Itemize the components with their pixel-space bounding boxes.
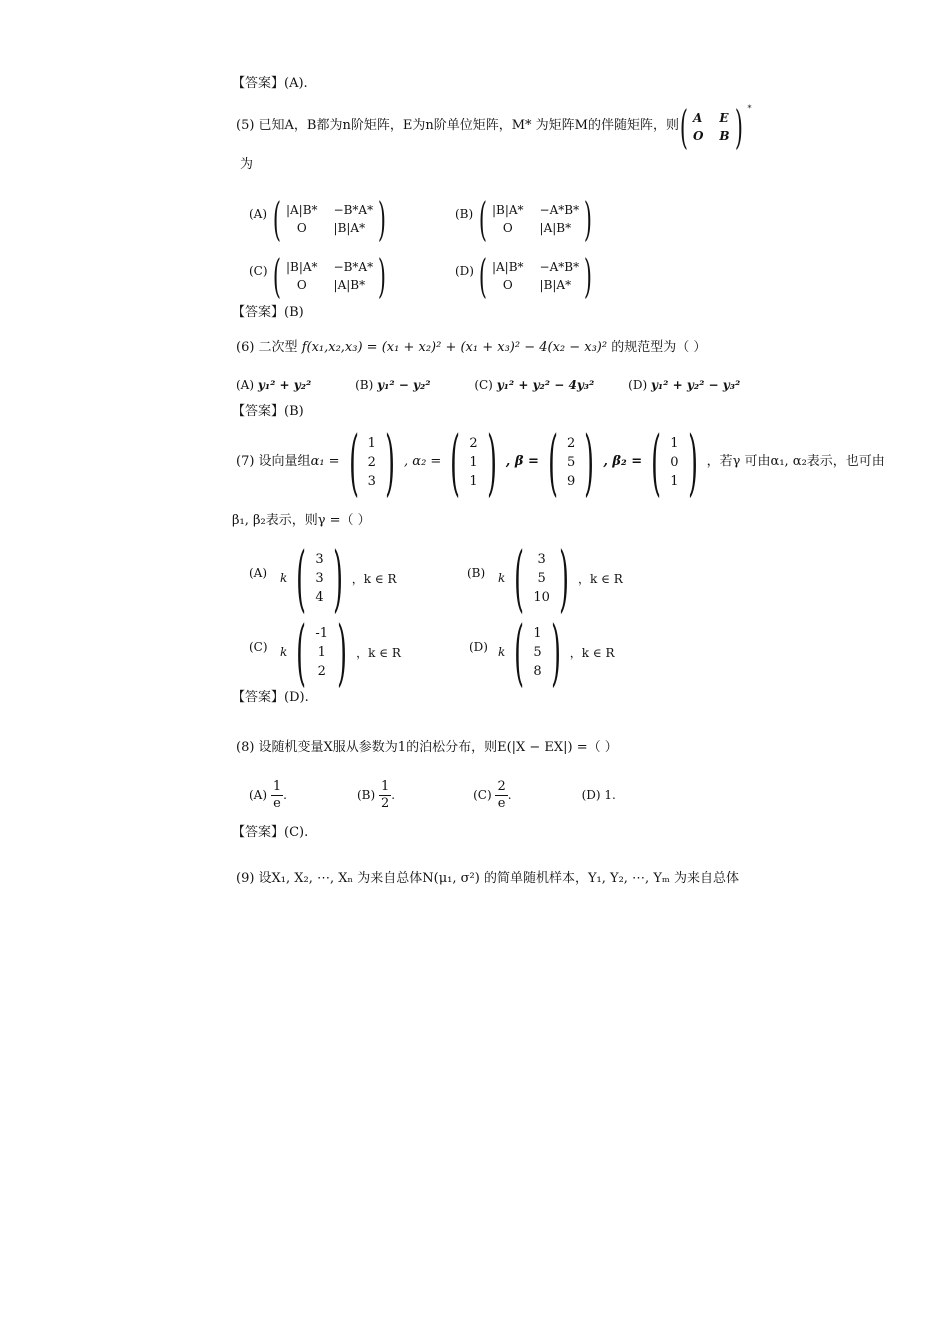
answer-q7: 【答案】(D). [232, 690, 309, 705]
q7-beta1-vector: ( 2 5 9 ) [548, 420, 595, 504]
q7-option-d-label: (D) [469, 640, 488, 654]
question-5-cont: 为 [240, 157, 254, 172]
answer-q8: 【答案】(C). [232, 825, 309, 840]
q5-option-d-matrix: ( |A|B* −A*B* O |B|A* ) [478, 249, 593, 303]
q7-option-a-label: (A) [249, 566, 268, 580]
question-6-text: (6) 二次型 f(x₁,x₂,x₃) = (x₁ + x₂)² + (x₁ + x₃)² − 4(x₂ − x₃)² 的规范型为（ ） [236, 340, 707, 355]
answer-q5: 【答案】(B) [232, 305, 304, 320]
answer-q4: 【答案】(A). [232, 76, 308, 91]
question-8-text: (8) 设随机变量X服从参数为1的泊松分布，则E(|X − EX|) =（ ） [236, 740, 618, 755]
q7-option-a-vector: k ( 3 3 4 ) ，k ∈ R [280, 536, 397, 620]
question-9-text: (9) 设X₁, X₂, ⋯, Xₙ 为来自总体N(μ₁, σ²) 的简单随机样本，Y₁, Y₂, ⋯, Yₘ 为来自总体 [236, 871, 740, 886]
q5-option-c-matrix: ( |B|A* −B*A* O |A|B* ) [272, 249, 387, 303]
q5-option-b-matrix: ( |B|A* −A*B* O |A|B* ) [478, 192, 593, 246]
q7-option-d-vector: k ( 1 5 8 ) ，k ∈ R [498, 610, 615, 694]
q7-option-c-vector: k ( -1 1 2 ) ，k ∈ R [280, 610, 401, 694]
q5-option-a-matrix: ( |A|B* −B*A* O |B|A* ) [272, 192, 387, 246]
q5-block-matrix: ( A E O B ) * [679, 100, 752, 154]
q5-option-c-label: (C) [249, 264, 268, 278]
q8-options: (A) $\frac{1}{e}$ . (B) $\frac{1}{2}$ . (C) $\frac{2}{e}$ . (D) 1. [249, 778, 616, 811]
answer-q6: 【答案】(B) [232, 404, 304, 419]
q7-alpha2-vector: ( 2 1 1 ) [450, 420, 497, 504]
question-7-cont: β₁, β₂表示，则γ =（ ） [232, 513, 371, 528]
q7-beta2-vector: ( 1 0 1 ) [651, 420, 698, 504]
q7-alpha1-vector: ( 1 2 3 ) [348, 420, 395, 504]
q6-options: (A) y₁² + y₂² (B) y₁² − y₂² (C) y₁² + y₂² − 4y₃² (D) y₁² + y₂² − y₃² [236, 378, 741, 392]
question-7-text: (7) 设向量组 α₁ = ( 1 2 3 ) , α₂ = ( 2 1 1 ) , β = ( 2 5 9 ) , β₂ = ( 1 0 1 ) ，若γ 可由α₁, α₂表示，也可由 [236, 420, 885, 504]
q7-option-b-label: (B) [467, 566, 486, 580]
question-5-text: (5) 已知A，B都为n阶矩阵，E为n阶单位矩阵，M* 为矩阵M的伴随矩阵，则 [236, 118, 679, 133]
q5-option-d-label: (D) [455, 264, 474, 278]
q5-option-a-label: (A) [249, 207, 268, 221]
q7-option-b-vector: k ( 3 5 10 ) ，k ∈ R [498, 536, 623, 620]
q5-option-b-label: (B) [455, 207, 474, 221]
q7-option-c-label: (C) [249, 640, 268, 654]
